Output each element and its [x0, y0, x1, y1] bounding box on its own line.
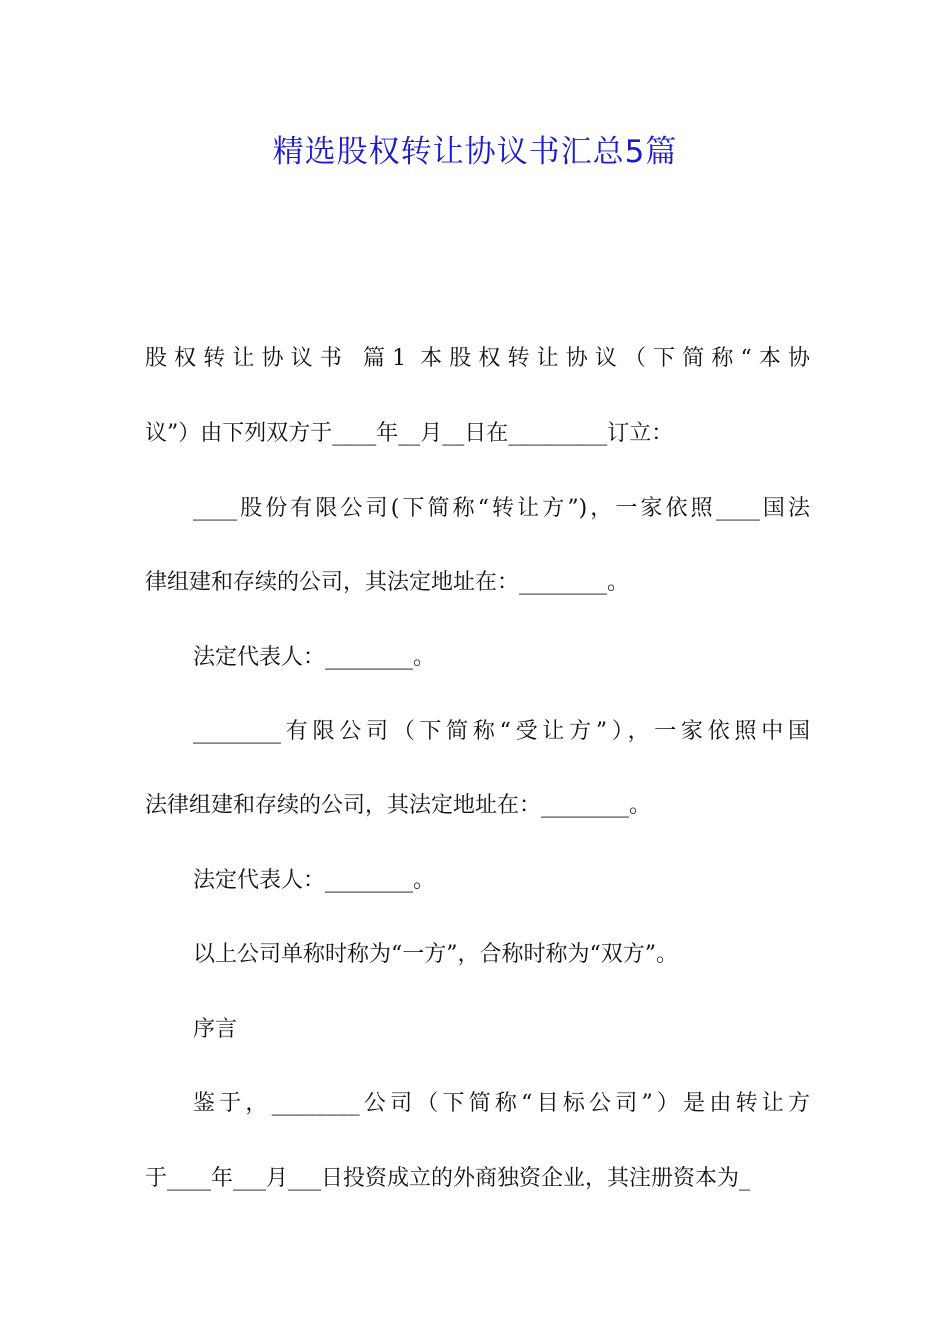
paragraph-line-9: 以上公司单称时称为“一方”，合称时称为“双方”。: [193, 942, 678, 967]
paragraph-line-8: 法定代表人：________。: [193, 868, 436, 893]
document-title: 精选股权转让协议书汇总5篇: [272, 134, 678, 170]
paragraph-line-1: 股权转让协议书 篇1 本股权转让协议（下简称“本协: [145, 346, 810, 371]
paragraph-line-12: 于____年___月___日投资成立的外商独资企业，其注册资本为_: [145, 1166, 751, 1191]
paragraph-line-6: ________有限公司（下简称“受让方”），一家依照中国: [193, 719, 810, 744]
paragraph-line-4: 律组建和存续的公司，其法定地址在：________。: [145, 570, 630, 595]
paragraph-line-3: ____股份有限公司(下简称“转让方”)，一家依照____国法: [193, 496, 810, 521]
paragraph-line-5: 法定代表人：________。: [193, 645, 436, 670]
paragraph-line-11: 鉴于，________公司（下简称“目标公司”）是由转让方: [193, 1091, 810, 1116]
paragraph-line-2: 议”）由下列双方于____年__月__日在_________订立：: [145, 421, 674, 446]
paragraph-line-7: 法律组建和存续的公司，其法定地址在：________。: [145, 793, 652, 818]
section-heading-preface: 序言: [193, 1017, 238, 1042]
